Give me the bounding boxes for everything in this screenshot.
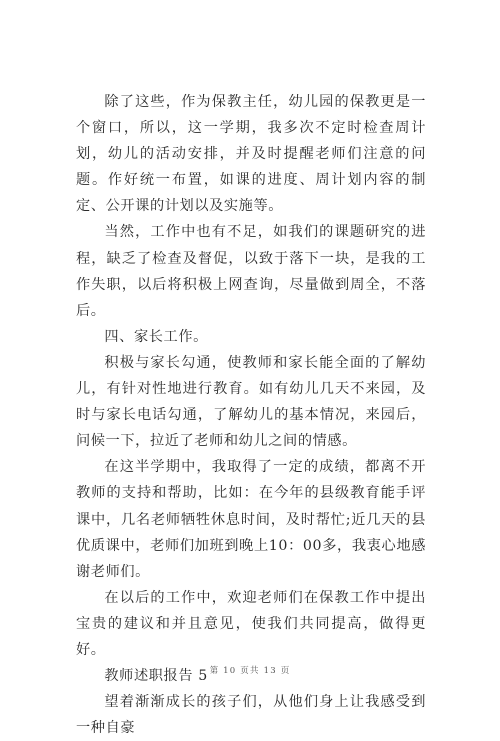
paragraph-report-opening: 望着渐渐成长的孩子们，从他们身上让我感受到一种自豪 (76, 694, 426, 737)
section-heading-parent-work: 四、家长工作。 (104, 328, 208, 345)
paragraph-achievements: 在这半学期中，我取得了一定的成绩，都离不开教师的支持和帮助，比如：在今年的县级教育能手评课中，几名老师牺牲休息时间，及时帮忙;近几天的县优质课中，老师们加班到晚上10：00多，我衷心地感谢老师们。 (76, 459, 426, 580)
paragraph-shortcomings: 当然，工作中也有不足，如我们的课题研究的进程，缺乏了检查及督促，以致于落下一块，是我的工作失职，以后将积极上网查询，尽量做到周全，不落后。 (76, 224, 426, 319)
paragraph-future-work: 在以后的工作中，欢迎老师们在保教工作中提出宝贵的建议和并且意见，使我们共同提高，做得更好。 (76, 589, 426, 658)
paragraph-supervision: 除了这些，作为保教主任，幼儿园的保教更是一个窗口，所以，这一学期，我多次不定时检查周计划，幼儿的活动安排，并及时提醒老师们注意的问题。作好统一布置，如课的进度、周计划内容的制定、公开课的计划以及实施等。 (76, 94, 426, 215)
document-body (76, 89, 426, 741)
report-title: 教师述职报告 5 (104, 668, 208, 685)
page-number-footer: 第 10 页共 13 页 (209, 666, 291, 676)
paragraph-parent-communication: 积极与家长勾通，使教师和家长能全面的了解幼儿，有针对性地进行教育。如有幼儿几天不来园，及时与家长电话勾通，了解幼儿的基本情况，来园后，问候一下，拉近了老师和幼儿之间的情感。 (76, 354, 426, 450)
